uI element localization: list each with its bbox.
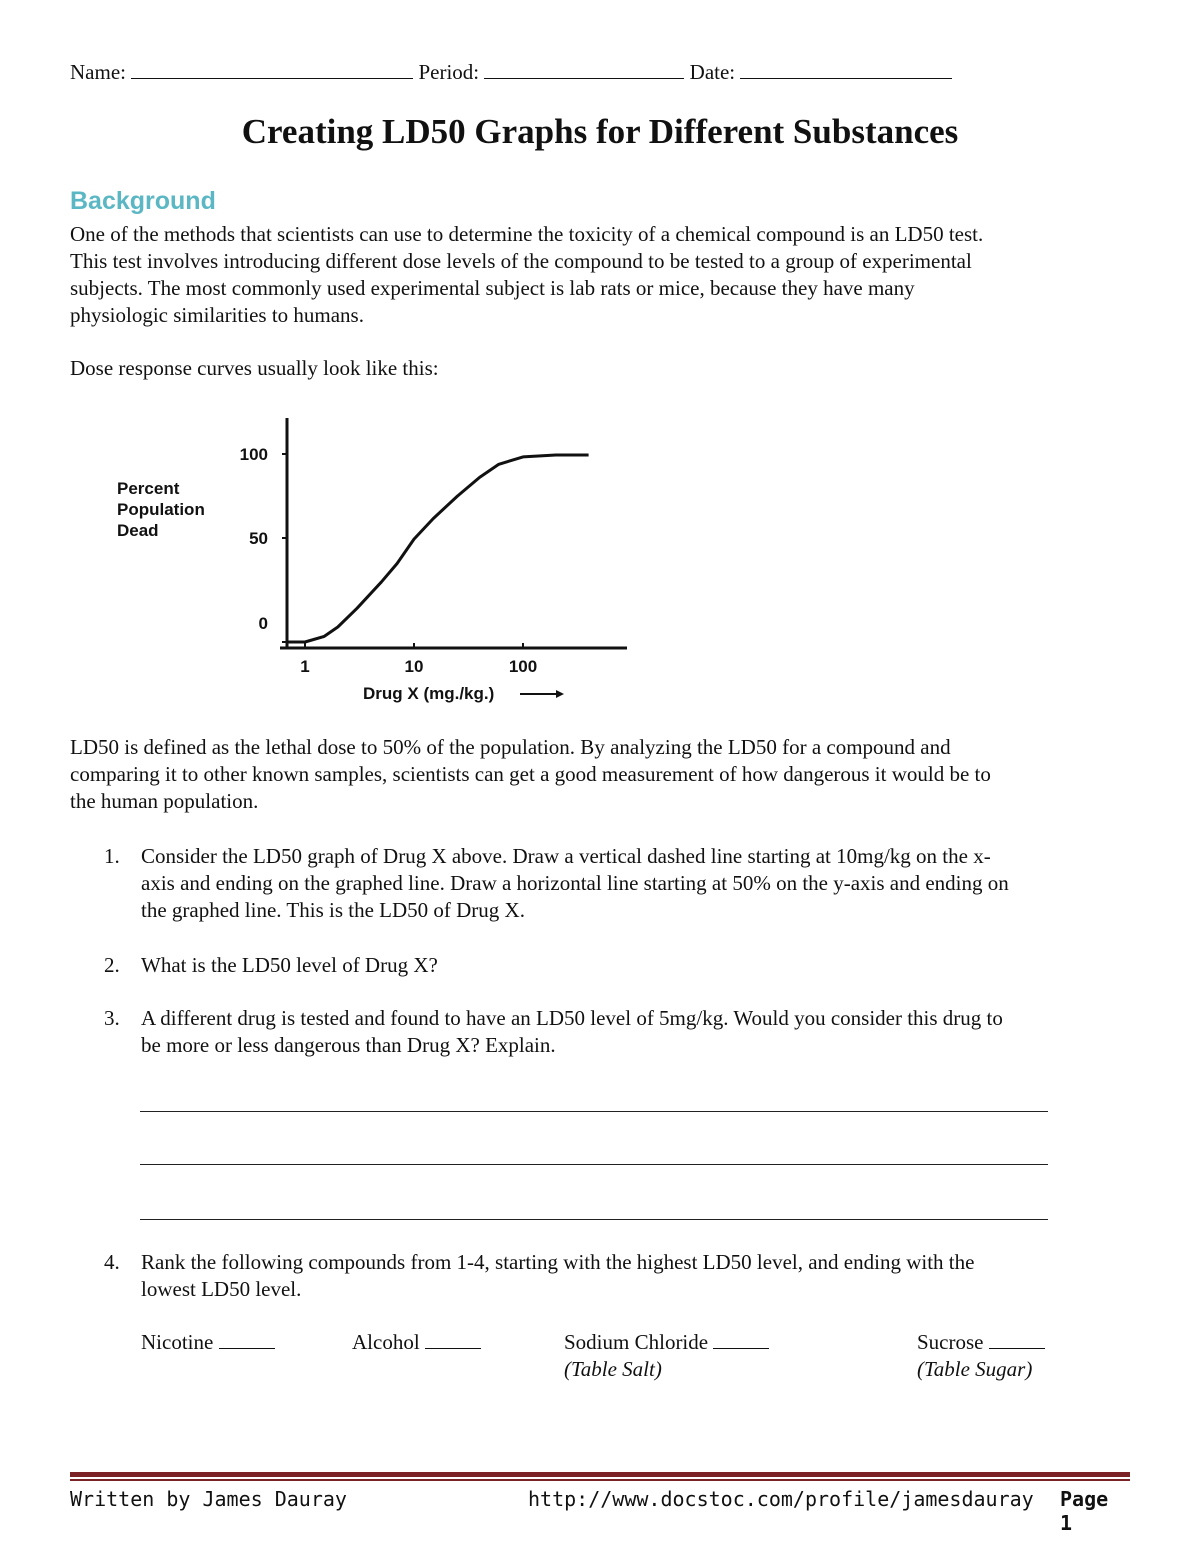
name-blank[interactable]	[131, 58, 413, 79]
date-blank[interactable]	[740, 58, 952, 79]
question-line: lowest LD50 level.	[141, 1277, 302, 1301]
y-tick-label: 0	[258, 614, 268, 633]
question-line: axis and ending on the graphed line. Draw a horizontal line starting at 50% on the y-axis and ending on	[141, 871, 1009, 895]
footer-rule-thin	[70, 1479, 1130, 1481]
question-line: What is the LD50 level of Drug X?	[141, 953, 438, 977]
question-number: 3.	[104, 1006, 120, 1030]
question-2	[104, 952, 1134, 979]
question-line: A different drug is tested and found to have an LD50 level of 5mg/kg. Would you consider this drug to	[141, 1006, 1003, 1030]
dose-response-chart	[100, 405, 640, 715]
arrow-icon	[520, 690, 564, 698]
student-info-header	[70, 58, 952, 85]
paragraph-line: physiologic similarities to humans.	[70, 303, 364, 327]
question-3	[104, 1005, 1134, 1059]
x-tick-label: 10	[404, 657, 424, 676]
period-blank[interactable]	[484, 58, 684, 79]
answer-line[interactable]	[140, 1164, 1048, 1165]
footer-url[interactable]: http://www.docstoc.com/profile/jamesdauray	[528, 1487, 1034, 1511]
footer-page-number: Page 1	[1060, 1487, 1109, 1535]
name-label: Name:	[70, 60, 126, 84]
compound-name: Sucrose	[917, 1330, 984, 1354]
y-axis-title	[117, 479, 205, 540]
paragraph-line: One of the methods that scientists can use to determine the toxicity of a chemical compound is an LD50 test.	[70, 222, 984, 246]
date-label: Date:	[689, 60, 736, 84]
compound-alcohol	[352, 1329, 481, 1356]
y-axis-title-line: Percent	[117, 479, 180, 498]
compound-name: Nicotine	[141, 1330, 214, 1354]
question-line: Rank the following compounds from 1-4, starting with the highest LD50 level, and ending with the	[141, 1250, 975, 1274]
x-axis-title: Drug X (mg./kg.)	[363, 684, 495, 703]
compound-sucrose	[917, 1329, 1045, 1383]
answer-line[interactable]	[140, 1111, 1048, 1112]
question-line: be more or less dangerous than Drug X? Explain.	[141, 1033, 556, 1057]
y-tick-label: 50	[249, 529, 268, 548]
compound-sodium-chloride	[564, 1329, 769, 1383]
compound-name: Alcohol	[352, 1330, 420, 1354]
compound-nicotine	[141, 1329, 275, 1356]
answer-line[interactable]	[140, 1219, 1048, 1220]
compound-name: Sodium Chloride	[564, 1330, 709, 1354]
compound-common-name: (Table Sugar)	[917, 1357, 1033, 1381]
background-paragraph	[70, 221, 1130, 329]
footer-author: Written by James Dauray	[70, 1487, 347, 1511]
rank-blank[interactable]	[713, 1330, 769, 1349]
y-tick-group	[240, 445, 288, 642]
dose-response-curve	[287, 455, 589, 642]
y-tick-label: 100	[239, 445, 268, 464]
question-line: Consider the LD50 graph of Drug X above. Draw a vertical dashed line starting at 10mg/kg on the x-	[141, 844, 991, 868]
dose-curve-intro: Dose response curves usually look like this:	[70, 356, 439, 380]
question-line: the graphed line. This is the LD50 of Drug X.	[141, 898, 525, 922]
period-label: Period:	[418, 60, 480, 84]
paragraph-line: the human population.	[70, 789, 259, 813]
rank-blank[interactable]	[989, 1330, 1045, 1349]
rank-blank[interactable]	[219, 1330, 275, 1349]
y-axis-title-line: Population	[117, 500, 205, 519]
page-title: Creating LD50 Graphs for Different Substances	[241, 112, 959, 151]
section-heading-background: Background	[70, 187, 216, 215]
question-number: 1.	[104, 844, 120, 868]
question-4	[104, 1249, 1134, 1303]
question-1	[104, 843, 1134, 925]
footer-rule-thick	[70, 1472, 1130, 1477]
paragraph-line: LD50 is defined as the lethal dose to 50% of the population. By analyzing the LD50 for a compound and	[70, 735, 951, 759]
ld50-definition	[70, 734, 1130, 815]
question-number: 2.	[104, 953, 120, 977]
question-number: 4.	[104, 1250, 120, 1274]
x-tick-label: 1	[300, 657, 310, 676]
compound-common-name: (Table Salt)	[564, 1357, 662, 1381]
rank-blank[interactable]	[425, 1330, 481, 1349]
y-axis-title-line: Dead	[117, 521, 159, 540]
paragraph-line: subjects. The most commonly used experimental subject is lab rats or mice, because they have many	[70, 276, 915, 300]
x-tick-label: 100	[508, 657, 538, 676]
paragraph-line: comparing it to other known samples, scientists can get a good measurement of how dangerous it would be to	[70, 762, 991, 786]
paragraph-line: This test involves introducing different dose levels of the compound to be tested to a group of experimental	[70, 249, 972, 273]
